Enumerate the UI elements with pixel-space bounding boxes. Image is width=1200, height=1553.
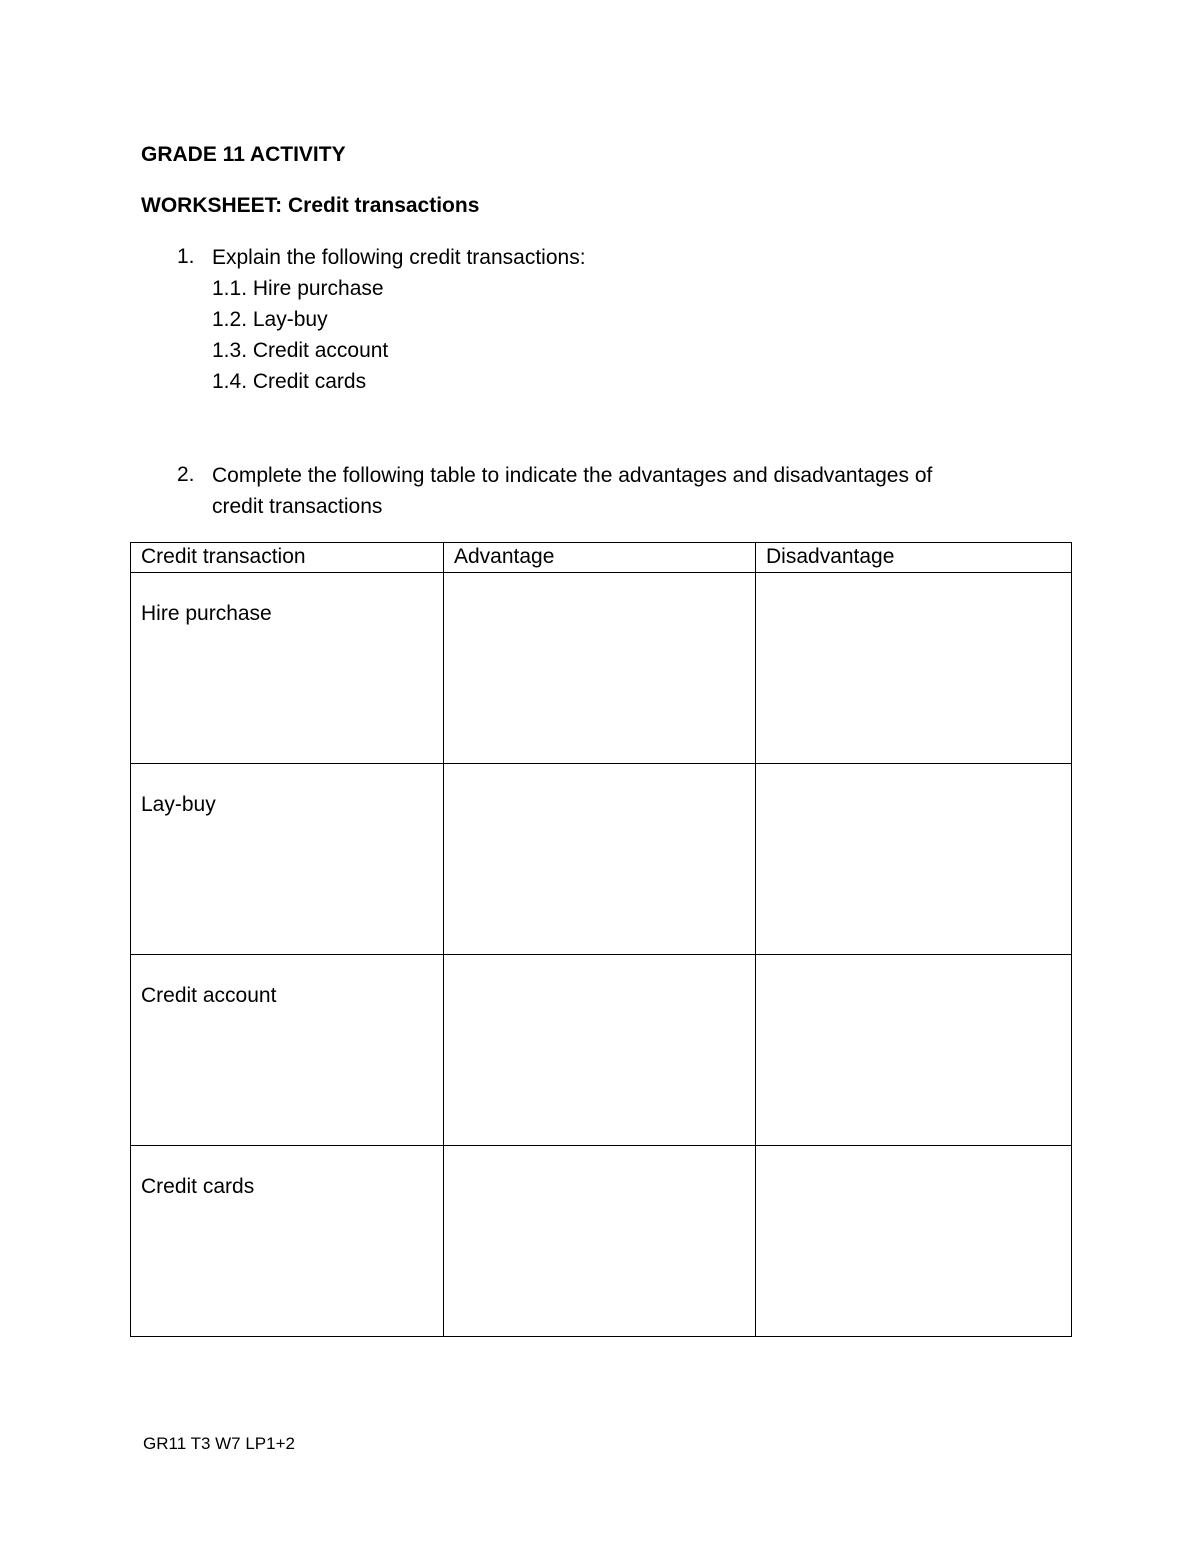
advantage-cell[interactable] xyxy=(444,955,756,1146)
list-item: 1.4. Credit cards xyxy=(212,370,367,393)
list-item: 1.1. Hire purchase xyxy=(212,277,384,300)
header-advantage: Advantage xyxy=(444,543,756,573)
advantage-cell[interactable] xyxy=(444,573,756,764)
disadvantage-cell[interactable] xyxy=(756,764,1072,955)
list-item: 1.3. Credit account xyxy=(212,339,389,362)
question-1-text: Explain the following credit transactions: xyxy=(212,246,586,269)
worksheet-subject: Credit transactions xyxy=(288,194,480,217)
advantage-cell[interactable] xyxy=(444,1146,756,1337)
worksheet-heading xyxy=(141,193,479,219)
table-header-row xyxy=(131,543,1072,573)
question-2-text-line-1: Complete the following table to indicate the advantages and disadvantages of xyxy=(212,464,933,487)
transaction-cell: Hire purchase xyxy=(131,573,444,764)
question-2-text-line-2: credit transactions xyxy=(212,495,383,518)
page-title: GRADE 11 ACTIVITY xyxy=(141,143,346,166)
worksheet-label: WORKSHEET: xyxy=(141,194,283,217)
credit-transactions-table xyxy=(130,542,1072,1337)
question-1-number: 1. xyxy=(177,245,195,268)
question-1-list xyxy=(212,273,388,397)
list-item: 1.2. Lay-buy xyxy=(212,308,328,331)
transaction-cell: Credit cards xyxy=(131,1146,444,1337)
table-row xyxy=(131,573,1072,764)
header-disadvantage: Disadvantage xyxy=(756,543,1072,573)
table-row xyxy=(131,1146,1072,1337)
footer-code: GR11 T3 W7 LP1+2 xyxy=(143,1434,295,1453)
table-row xyxy=(131,955,1072,1146)
disadvantage-cell[interactable] xyxy=(756,955,1072,1146)
question-2-number: 2. xyxy=(177,463,195,486)
transaction-cell: Credit account xyxy=(131,955,444,1146)
advantage-cell[interactable] xyxy=(444,764,756,955)
table-row xyxy=(131,764,1072,955)
disadvantage-cell[interactable] xyxy=(756,1146,1072,1337)
header-credit-transaction: Credit transaction xyxy=(131,543,444,573)
transaction-cell: Lay-buy xyxy=(131,764,444,955)
disadvantage-cell[interactable] xyxy=(756,573,1072,764)
